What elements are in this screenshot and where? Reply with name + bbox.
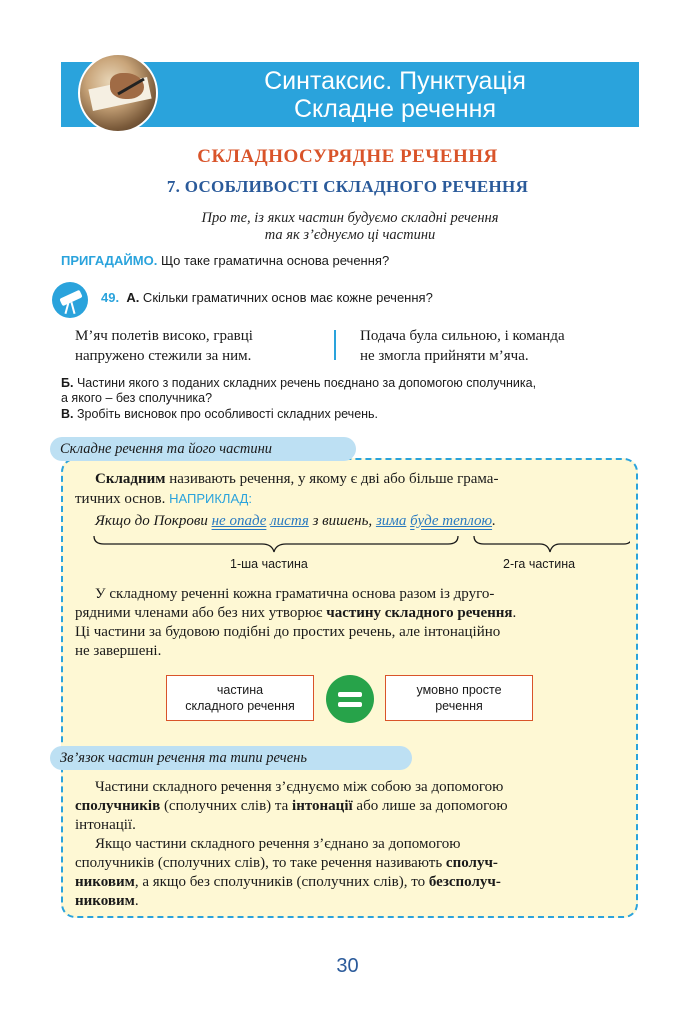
connection-term: безсполуч-: [428, 874, 501, 890]
explanation-text: рядними членами або без них утворює: [75, 605, 327, 621]
remember-text: Що таке граматична основа речення?: [157, 253, 390, 268]
example-right-line1: Подача була сильною, і команда: [360, 328, 565, 344]
connection-term: сполуч-: [445, 855, 498, 871]
explanation-line2: [75, 604, 627, 623]
definition-rest2: тичних основ.: [75, 491, 170, 507]
connection-line7: [75, 892, 627, 911]
connection-line6: [75, 873, 627, 892]
connection-term: інтонації: [292, 798, 353, 814]
task-v-text: Зробіть висновок про особливості складних речень.: [73, 407, 379, 421]
example-word: Якщо до Покрови: [95, 513, 212, 529]
task-b-letter: Б.: [61, 376, 74, 390]
example-right-line2: не змогла прийняти м’яча.: [360, 348, 529, 364]
definition-rest1: називають речення, у якому є дві або більше грама-: [165, 471, 499, 487]
connection-line1: Частини складного речення з’єднуємо між собою за допомогою: [95, 779, 504, 795]
example-word: з вишень,: [308, 513, 376, 529]
connection-line2: [75, 797, 627, 816]
remember-keyword: ПРИГАДАЙМО.: [61, 253, 158, 268]
subject-1: листя: [270, 513, 309, 529]
explanation-line4: не завершені.: [75, 643, 162, 659]
subject-2: зима: [375, 513, 407, 529]
connection-text: , а якщо без сполучників (сполучних слів), то: [134, 874, 429, 890]
connection-text: сполучників (сполучних слів), то таке речення називають: [75, 855, 446, 871]
exercise-number: 49.: [101, 290, 120, 305]
example-label: НАПРИКЛАД:: [169, 491, 252, 506]
example-word: .: [492, 513, 496, 529]
banner-title-line1: Синтаксис. Пунктуація: [264, 67, 526, 95]
topic-subtitle-line2: та як з’єднуємо ці частини: [264, 227, 436, 243]
writing-hand-photo: [78, 53, 158, 133]
part-2-label: 2-га частина: [503, 557, 576, 571]
equation-left-box: [166, 675, 314, 721]
topic-subtitle-line1: Про те, із яких частин будуємо складні речення: [201, 210, 499, 226]
page-number: 30: [336, 955, 359, 977]
task-v-letter: В.: [61, 407, 74, 421]
equation-right-line2: речення: [435, 699, 483, 713]
topic-title: 7. ОСОБЛИВОСТІ СКЛАДНОГО РЕЧЕННЯ: [166, 177, 529, 196]
exercise-question-text: Скільки граматичних основ має кожне речення?: [139, 290, 433, 305]
explanation-line1: У складному реченні кожна граматична основа разом із друго-: [95, 586, 495, 602]
connection-text: .: [134, 893, 139, 909]
connection-term: никовим: [75, 874, 135, 890]
column-divider: [334, 330, 336, 360]
definition-line1: [95, 470, 626, 489]
example-sentence-left: [75, 326, 325, 366]
explanation-text: .: [512, 605, 517, 621]
explanation-line3: Ці частини за будовою подібні до простих речень, але інтонаційно: [75, 624, 501, 640]
explanation-term: частину складного речення: [326, 605, 513, 621]
task-b-text1: Частини якого з поданих складних речень поєднано за допомогою сполучника,: [73, 376, 537, 390]
connection-term: никовим: [75, 893, 135, 909]
connection-text: (сполучних слів) та: [160, 798, 293, 814]
example-sentence-right: [360, 326, 650, 366]
rule-tag-parts: Складне речення та його частини: [50, 437, 356, 461]
equation-left-line2: складного речення: [185, 699, 295, 713]
connection-line5: [75, 854, 627, 873]
telescope-icon: [52, 282, 88, 318]
connection-line3: інтонації.: [75, 817, 136, 833]
example-left-line2: напружено стежили за ним.: [75, 348, 252, 364]
task-b-line2: а якого – без сполучника?: [61, 391, 213, 405]
remember-prompt: [61, 253, 389, 268]
task-v-line: [61, 407, 641, 422]
sentence-braces: [90, 534, 630, 554]
equation-right-line1: умовно просте: [416, 683, 502, 697]
connection-term: сполучників: [75, 798, 161, 814]
definition-line2: [75, 489, 627, 509]
part-1-label: 1-ша частина: [230, 557, 308, 571]
definition-term: Складним: [95, 471, 166, 487]
equation-left-line1: частина: [216, 683, 264, 697]
example-sentence: [95, 513, 635, 530]
connection-text: або лише за допомогою: [352, 798, 508, 814]
predicate-2: буде теплою: [410, 513, 493, 529]
connection-line4: Якщо частини складного речення з’єднано за допомогою: [95, 836, 461, 852]
rule-tag-connection: Зв’язок частин речення та типи речень: [50, 746, 412, 770]
equation-right-box: [385, 675, 533, 721]
predicate-1: не опаде: [211, 513, 267, 529]
exercise-letter-a: А.: [126, 290, 140, 305]
exercise-question: [101, 290, 433, 305]
example-left-line1: М’яч полетів високо, гравці: [75, 328, 253, 344]
section-title: СКЛАДНОСУРЯДНЕ РЕЧЕННЯ: [197, 146, 498, 167]
task-b-line1: [61, 376, 641, 391]
equals-icon: [326, 675, 374, 723]
banner-title-line2: Складне речення: [293, 95, 497, 123]
